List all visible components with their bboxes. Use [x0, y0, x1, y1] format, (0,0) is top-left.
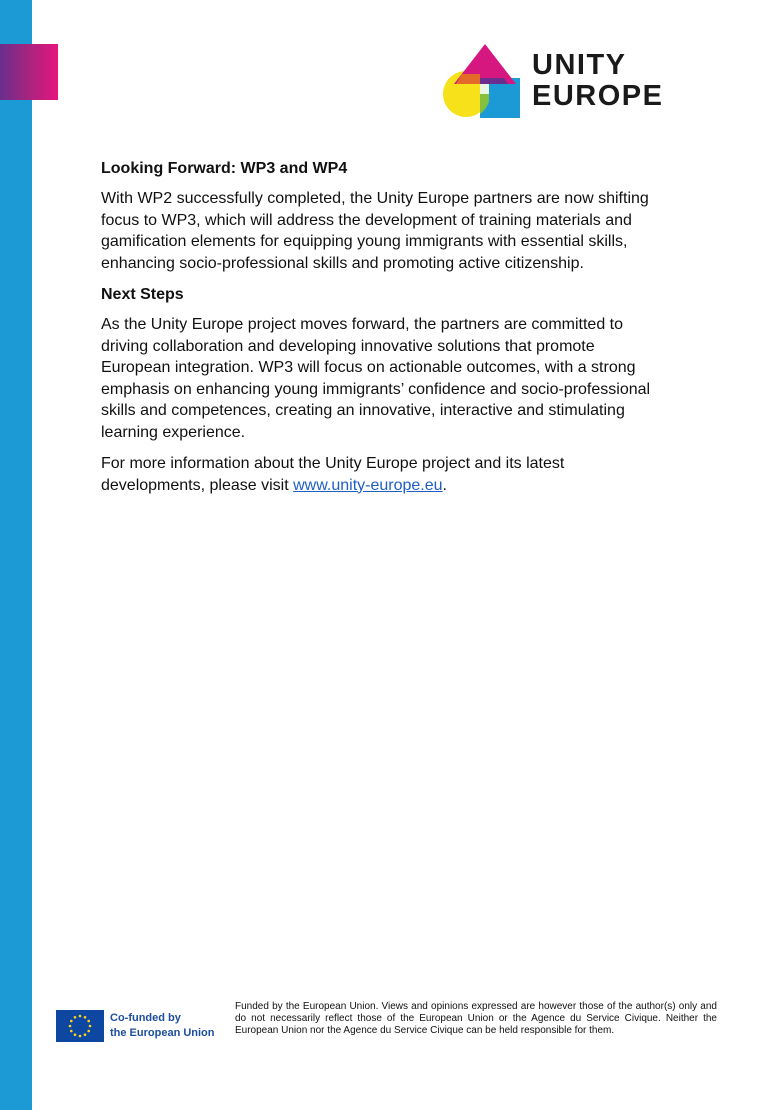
eu-text-line-2: the European Union [110, 1026, 215, 1039]
more-info-paragraph [101, 453, 661, 496]
logo-white-overlap [480, 84, 489, 94]
website-link[interactable]: www.unity-europe.eu [293, 476, 443, 494]
side-color-bar [0, 0, 32, 1110]
section-paragraph-looking-forward: With WP2 successfully completed, the Unity Europe partners are now shifting focus to WP3, which will address the development of training materials and gamification elements for equipping young immigrants with essential skills, enhancing socio-professional skills and promoting active citizenship. [101, 190, 649, 272]
section-heading-next-steps: Next Steps [101, 286, 184, 303]
more-info-text: For more information about the Unity Europe project and its latest developments, please visit [101, 455, 565, 494]
eu-cofunded-text [110, 1011, 215, 1040]
accent-block [0, 44, 58, 100]
unity-europe-logo [442, 44, 674, 120]
logo-line-2: EUROPE [532, 80, 664, 112]
main-content [101, 158, 661, 506]
logo-purple-overlap [480, 78, 508, 84]
funding-disclaimer: Funded by the European Union. Views and opinions expressed are however those of the author(s) only and do not necessarily reflect those of the European Union or the Agence du Service Civique. Neither the European Union nor the Agence du Service Civique can be held responsible for them. [235, 1001, 717, 1037]
logo-mark-icon [442, 44, 524, 120]
section-paragraph-next-steps: As the Unity Europe project moves forward, the partners are committed to driving collaboration and developing innovative solutions that promote European integration. WP3 will focus on actionable outcomes, with a strong emphasis on enhancing young immigrants’ confidence and socio-professional skills and competences, creating an innovative, interactive and stimulating learning experience. [101, 316, 651, 441]
eu-text-line-1: Co-funded by [110, 1012, 181, 1024]
more-info-suffix: . [442, 476, 447, 494]
section-heading-looking-forward: Looking Forward: WP3 and WP4 [101, 160, 348, 177]
logo-wordmark [532, 50, 663, 112]
eu-cofunded-badge [56, 1010, 226, 1044]
logo-line-1: UNITY [532, 49, 627, 81]
eu-flag-icon [56, 1010, 104, 1042]
